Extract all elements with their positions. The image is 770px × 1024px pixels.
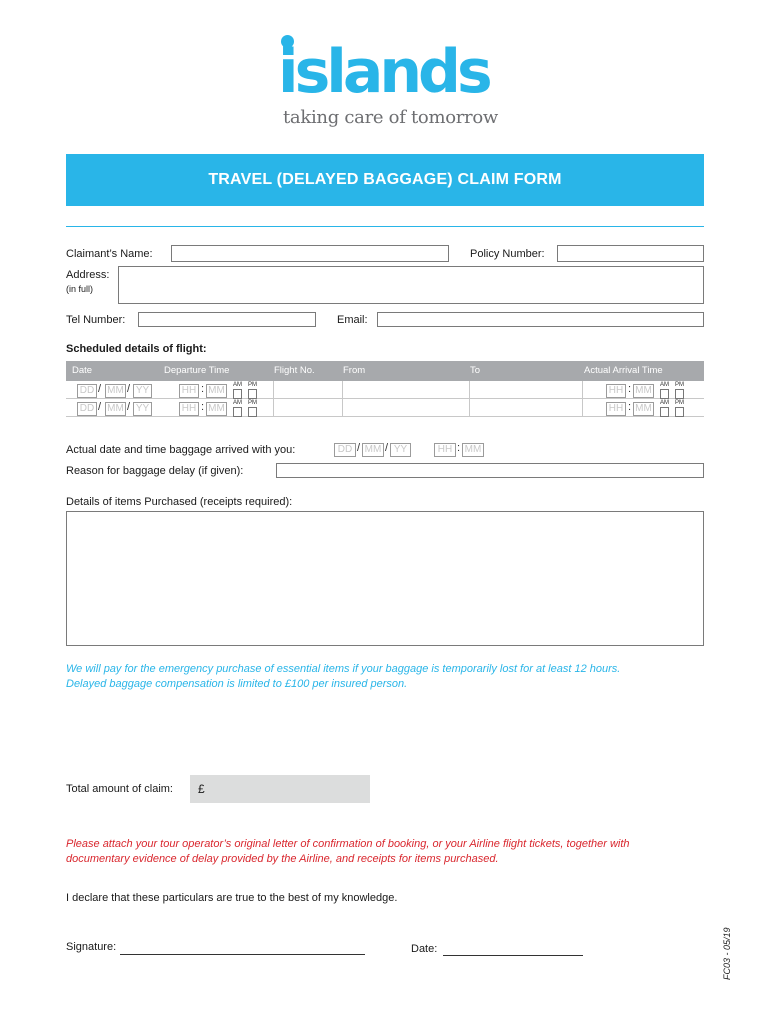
col-divider (582, 381, 583, 417)
form-title: TRAVEL (DELAYED BAGGAGE) CLAIM FORM (208, 171, 562, 188)
date-mm-input[interactable]: MM (105, 384, 126, 398)
address-field[interactable] (118, 266, 704, 304)
tel-label: Tel Number: (66, 314, 126, 326)
col-divider (469, 381, 470, 417)
logo-tagline: taking care of tomorrow (283, 107, 499, 128)
col-divider (342, 381, 343, 417)
claimant-name-field[interactable] (171, 245, 449, 262)
pm-label: PM (675, 400, 684, 406)
col-actual-arrival: Actual Arrival Time (584, 365, 663, 376)
address-note: (in full) (66, 284, 94, 294)
logo-wordmark: islands (278, 37, 489, 107)
policy-number-label: Policy Number: (470, 248, 545, 260)
arrival-min-input[interactable]: MM (462, 443, 484, 457)
col-date: Date (72, 365, 93, 376)
divider (66, 226, 704, 227)
am-checkbox[interactable] (660, 389, 669, 399)
pm-label: PM (248, 382, 257, 388)
dep-hh-input[interactable]: HH (179, 384, 199, 398)
col-from: From (343, 365, 366, 376)
time-sep: : (628, 401, 632, 413)
note-line: We will pay for the emergency purchase of essential items if your baggage is temporarily lost for at least 12 hours. (66, 663, 621, 675)
time-sep: : (628, 383, 632, 395)
time-sep: : (201, 401, 205, 413)
arr-mm-input[interactable]: MM (633, 402, 654, 416)
am-label: AM (233, 400, 242, 406)
flight-table-header (66, 361, 704, 381)
date-label: Date: (411, 943, 438, 955)
date-dd-input[interactable]: DD (77, 402, 97, 416)
date-sep: / (385, 442, 389, 454)
pm-label: PM (248, 400, 257, 406)
note-line: Please attach your tour operator’s original letter of confirmation of booking, or your Airline flight tickets, together with (66, 838, 630, 850)
am-checkbox[interactable] (233, 407, 242, 417)
col-flight-no: Flight No. (274, 365, 315, 376)
arrival-dd-input[interactable]: DD (334, 443, 356, 457)
flight-heading: Scheduled details of flight: (66, 343, 207, 355)
total-field[interactable] (190, 775, 370, 803)
currency-symbol: £ (198, 782, 205, 796)
pm-checkbox[interactable] (248, 389, 257, 399)
date-sep: / (98, 401, 102, 413)
form-code: FC03 - 05/19 (722, 927, 732, 980)
date-dd-input[interactable]: DD (77, 384, 97, 398)
declaration: I declare that these particulars are true to the best of my knowledge. (66, 892, 398, 904)
arrival-mm-input[interactable]: MM (362, 443, 384, 457)
arrival-label: Actual date and time baggage arrived with you: (66, 444, 296, 456)
arrival-yy-input[interactable]: YY (390, 443, 411, 457)
date-sep: / (98, 383, 102, 395)
title-banner (66, 154, 704, 206)
date-yy-input[interactable]: YY (133, 384, 152, 398)
arr-mm-input[interactable]: MM (633, 384, 654, 398)
date-line[interactable] (443, 955, 583, 956)
col-divider (273, 381, 274, 417)
date-mm-input[interactable]: MM (105, 402, 126, 416)
am-label: AM (233, 382, 242, 388)
claimant-name-label: Claimant’s Name: (66, 248, 153, 260)
signature-line[interactable] (120, 954, 365, 955)
am-checkbox[interactable] (660, 407, 669, 417)
compensation-note (66, 662, 620, 692)
am-label: AM (660, 382, 669, 388)
pm-checkbox[interactable] (248, 407, 257, 417)
dep-mm-input[interactable]: MM (206, 384, 227, 398)
col-to: To (470, 365, 481, 376)
date-yy-input[interactable]: YY (133, 402, 152, 416)
am-label: AM (660, 400, 669, 406)
arrival-hh-input[interactable]: HH (434, 443, 456, 457)
note-line: documentary evidence of delay provided by the Airline, and receipts for items purchased. (66, 853, 499, 865)
date-sep: / (357, 442, 361, 454)
date-sep: / (127, 383, 131, 395)
reason-field[interactable] (276, 463, 704, 478)
am-checkbox[interactable] (233, 389, 242, 399)
pm-checkbox[interactable] (675, 389, 684, 399)
reason-label: Reason for baggage delay (if given): (66, 465, 244, 477)
policy-number-field[interactable] (557, 245, 704, 262)
col-departure-time: Departure Time (164, 365, 230, 376)
date-sep: / (127, 401, 131, 413)
time-sep: : (201, 383, 205, 395)
pm-checkbox[interactable] (675, 407, 684, 417)
signature-label: Signature: (66, 941, 117, 953)
items-field[interactable] (66, 511, 704, 646)
dep-mm-input[interactable]: MM (206, 402, 227, 416)
note-line: Delayed baggage compensation is limited to £100 per insured person. (66, 678, 408, 690)
arr-hh-input[interactable]: HH (606, 384, 626, 398)
attachment-note (66, 837, 630, 867)
dep-hh-input[interactable]: HH (179, 402, 199, 416)
pm-label: PM (675, 382, 684, 388)
address-label: Address: (66, 269, 110, 281)
items-label: Details of items Purchased (receipts required): (66, 496, 293, 508)
email-field[interactable] (377, 312, 704, 327)
total-label: Total amount of claim: (66, 783, 173, 795)
time-sep: : (457, 442, 461, 454)
tel-field[interactable] (138, 312, 316, 327)
email-label: Email: (337, 314, 368, 326)
arr-hh-input[interactable]: HH (606, 402, 626, 416)
